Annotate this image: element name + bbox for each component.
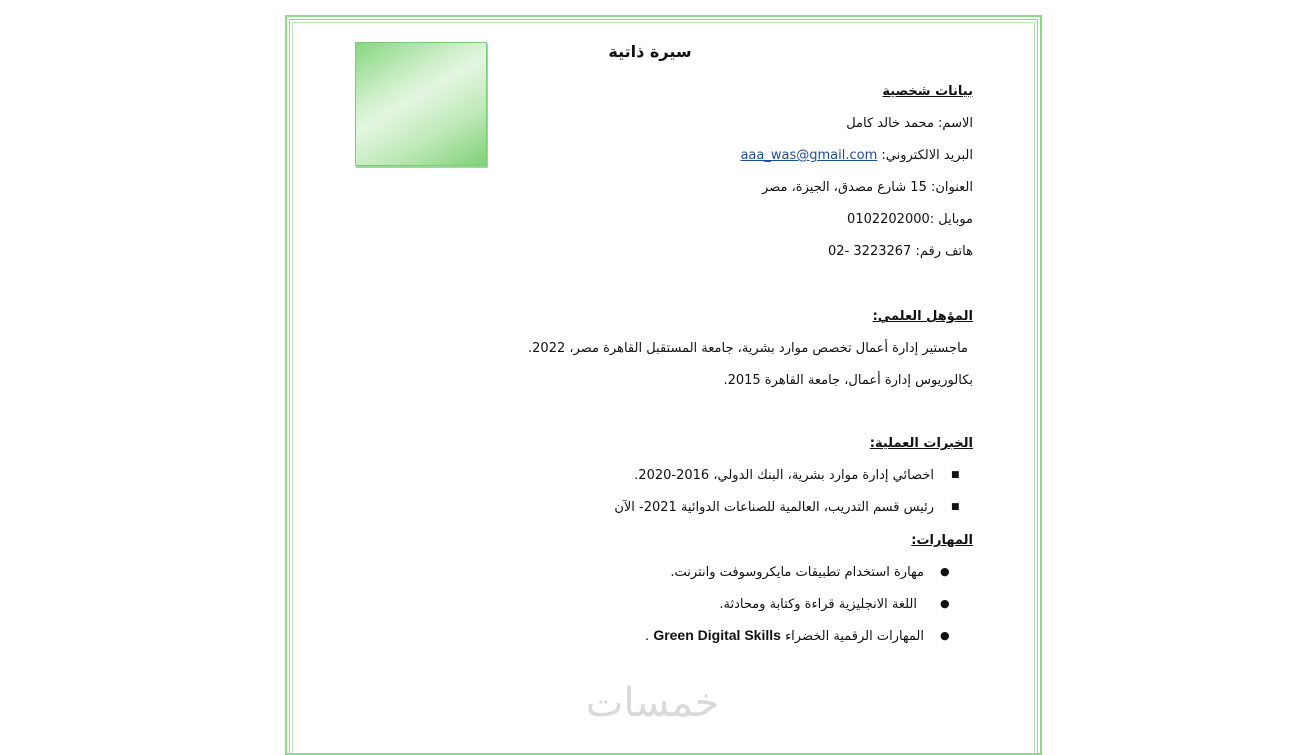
name-line: الاسم: محمد خالد كامل xyxy=(846,116,973,131)
phone-line: هاتف رقم: 3223267 -02 xyxy=(828,244,973,259)
skill-item: مهارة استخدام تطبيقات مايكروسوفت وانترنت. xyxy=(670,565,924,580)
skill-item-green xyxy=(645,627,924,644)
round-bullet-icon: ● xyxy=(940,597,950,610)
address-line: العنوان: 15 شارع مصدق، الجيزة، مصر xyxy=(762,180,973,195)
page-title: سيرة ذاتية xyxy=(608,42,692,61)
education-item: ماجستير إدارة أعمال تخصص موارد بشرية، جامعة المستقبل القاهرة مصر، 2022. xyxy=(528,341,968,356)
experience-item: رئيس قسم التدريب، العالمية للصناعات الدوائية 2021- الآن xyxy=(614,500,934,515)
round-bullet-icon: ● xyxy=(940,565,950,578)
skills-heading: المهارات: xyxy=(911,533,973,548)
mobile-line: موبايل :0102202000 xyxy=(847,212,973,227)
green-skills-arabic: المهارات الرقمية الخضراء xyxy=(785,629,924,644)
email-label: البريد الالكتروني: xyxy=(881,148,973,163)
education-item: بكالوريوس إدارة أعمال، جامعة القاهرة 2015. xyxy=(723,373,973,388)
square-bullet-icon: ■ xyxy=(951,502,960,512)
square-bullet-icon: ■ xyxy=(951,470,960,480)
education-heading: المؤهل العلمي: xyxy=(872,309,973,324)
khamsat-watermark-logo: خمسات xyxy=(585,680,720,726)
email-line xyxy=(740,148,973,163)
personal-heading: بيانات شخصية xyxy=(882,84,973,99)
skill-item: اللغة الانجليزية قراءة وكتابة ومحادثة. xyxy=(719,597,917,612)
experience-heading: الخبرات العملية: xyxy=(869,436,973,451)
photo-placeholder xyxy=(355,42,487,166)
email-link[interactable]: aaa_was@gmail.com xyxy=(740,148,878,163)
round-bullet-icon: ● xyxy=(940,629,950,642)
green-skills-period: . xyxy=(645,629,650,644)
green-skills-latin: Green Digital Skills xyxy=(653,627,781,643)
experience-item: اخصائي إدارة موارد بشرية، البنك الدولي، 2016-2020. xyxy=(634,468,934,483)
